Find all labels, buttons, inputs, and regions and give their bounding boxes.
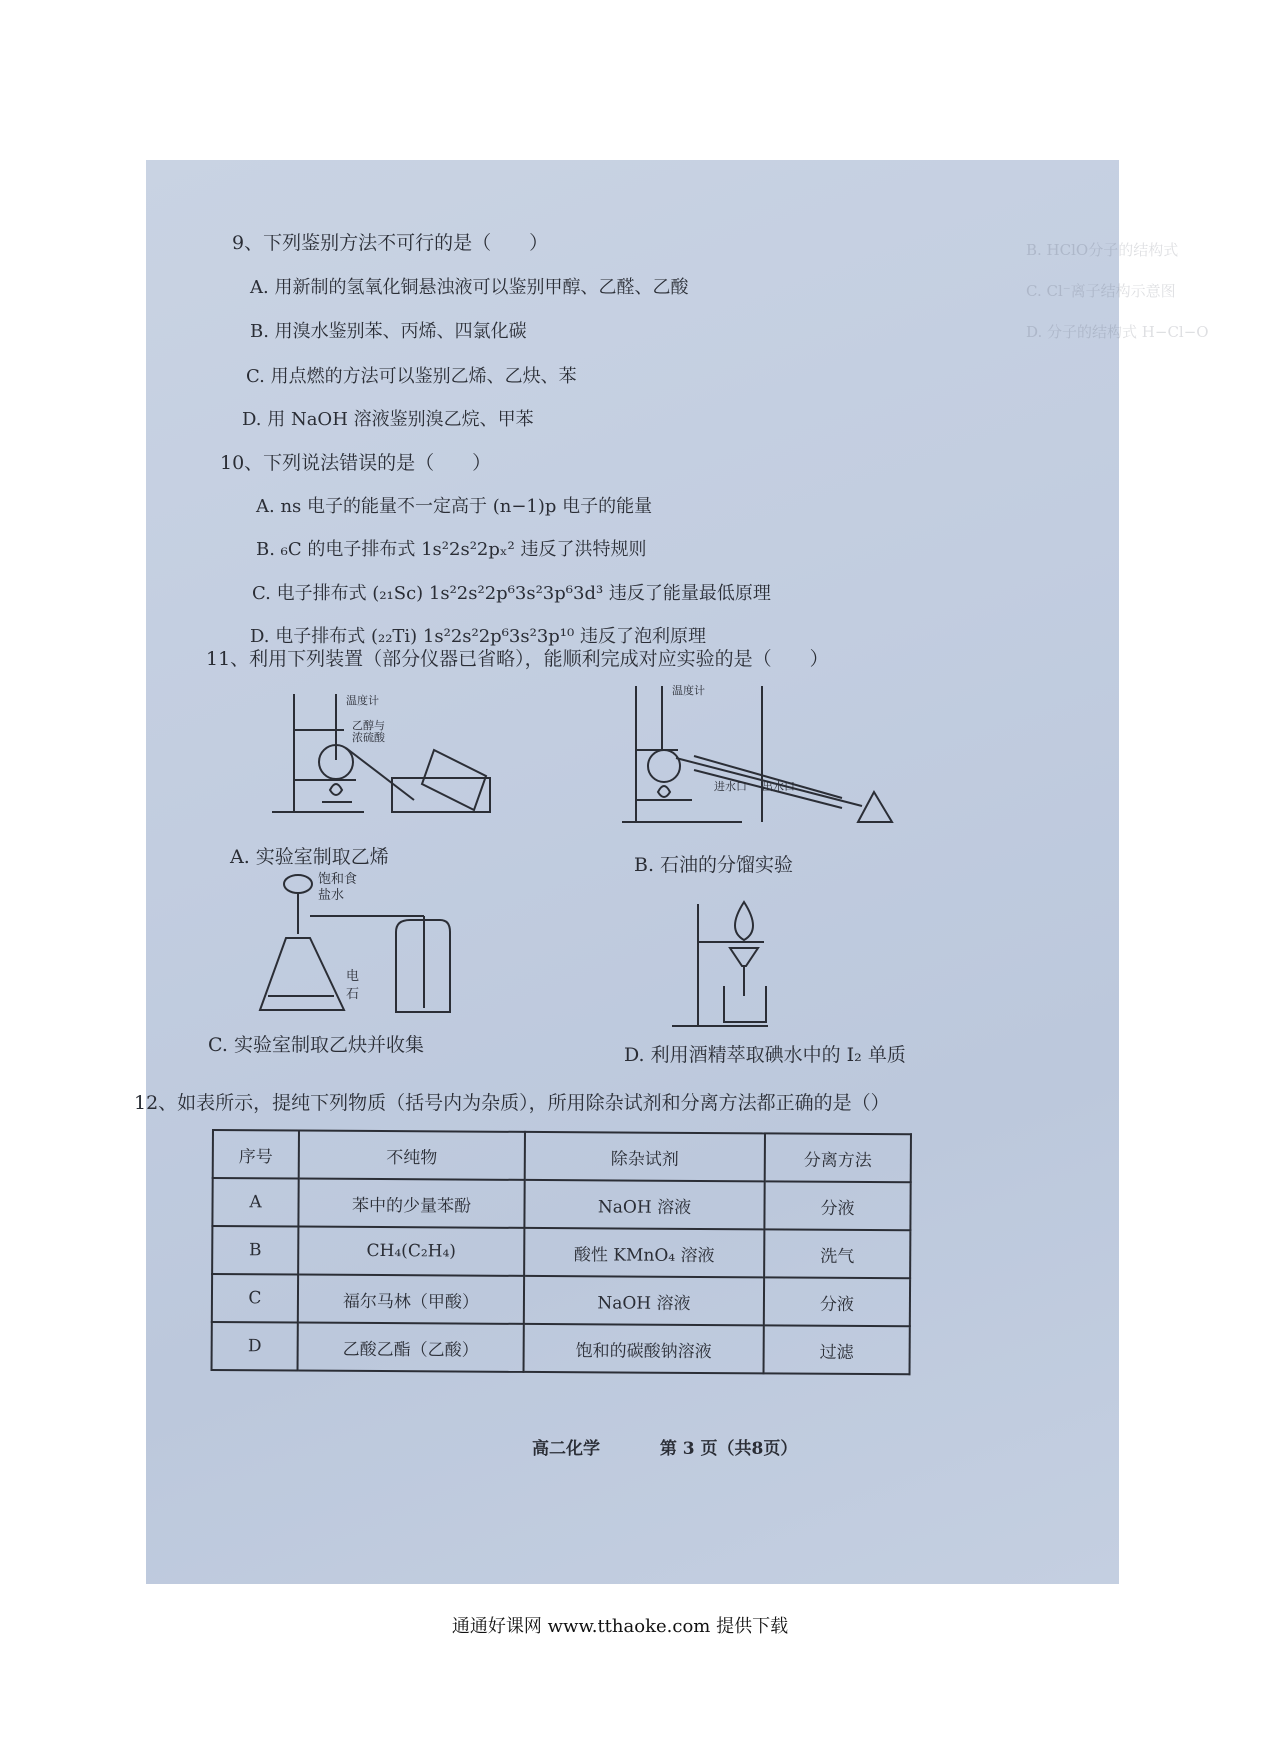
figure-b-label-water-in: 进水口 xyxy=(714,780,747,793)
figure-c-caption: C. 实验室制取乙炔并收集 xyxy=(208,1034,424,1056)
figure-b-label-water-out: 出水口 xyxy=(762,780,795,793)
table-cell: C xyxy=(212,1274,298,1323)
table-cell: A xyxy=(212,1178,298,1227)
figure-a-ethylene-apparatus xyxy=(264,690,524,820)
table-row xyxy=(212,1226,910,1278)
table-cell: NaOH 溶液 xyxy=(524,1276,764,1325)
table-cell: 苯中的少量苯酚 xyxy=(298,1179,524,1228)
q10-option-c: C. 电子排布式 (₂₁Sc) 1s²2s²2p⁶3s²3p⁶3d³ 违反了能量最低原理 xyxy=(252,583,771,604)
figure-a-label-reagents: 乙醇与浓硫酸 xyxy=(352,719,385,744)
table-cell: NaOH 溶液 xyxy=(524,1180,764,1229)
q11-stem: 11、利用下列装置（部分仪器已省略），能顺利完成对应实验的是（ ） xyxy=(206,648,829,670)
q9-stem: 9、下列鉴别方法不可行的是（ ） xyxy=(232,232,549,254)
figure-a-label-thermometer: 温度计 xyxy=(346,694,379,707)
table-row xyxy=(212,1322,910,1374)
table-row xyxy=(212,1274,910,1326)
table-header-cell: 除杂试剂 xyxy=(525,1132,765,1181)
figure-d-separatory-funnel-apparatus xyxy=(668,900,818,1032)
footer-subject: 高二化学 xyxy=(532,1439,600,1459)
table-cell: 饱和的碳酸钠溶液 xyxy=(524,1324,764,1373)
table-cell: CH₄(C₂H₄) xyxy=(298,1227,524,1276)
table-header-row xyxy=(213,1130,911,1182)
q9-option-c: C. 用点燃的方法可以鉴别乙烯、乙炔、苯 xyxy=(246,366,577,387)
table-cell: 过滤 xyxy=(764,1325,910,1374)
q9-option-a: A. 用新制的氢氧化铜悬浊液可以鉴别甲醇、乙醛、乙酸 xyxy=(250,277,689,298)
page-footer xyxy=(532,1434,797,1459)
table-cell: 酸性 KMnO₄ 溶液 xyxy=(524,1228,764,1277)
q12-stem: 12、如表所示，提纯下列物质（括号内为杂质），所用除杂试剂和分离方法都正确的是（） xyxy=(134,1092,890,1114)
figure-d-caption: D. 利用酒精萃取碘水中的 I₂ 单质 xyxy=(624,1044,906,1066)
footer-page-number: 第 3 页（共8页） xyxy=(659,1439,798,1459)
q10-stem: 10、下列说法错误的是（ ） xyxy=(220,452,492,474)
table-cell: 分液 xyxy=(764,1277,910,1326)
q10-option-a: A. ns 电子的能量不一定高于 (n−1)p 电子的能量 xyxy=(256,496,653,517)
table-cell: 分液 xyxy=(764,1181,910,1230)
photographed-exam-page xyxy=(134,160,1209,1584)
figure-c-acetylene-apparatus xyxy=(254,872,464,1022)
figure-b-distillation-apparatus xyxy=(622,680,922,830)
table-cell: D xyxy=(212,1322,298,1371)
table-row xyxy=(212,1178,910,1230)
table-cell: B xyxy=(212,1226,298,1275)
figure-b-caption: B. 石油的分馏实验 xyxy=(634,854,794,876)
figure-c-label-brine: 饱和食盐水 xyxy=(318,872,358,903)
bleed-through-text: B. HClO分子的结构式 C. Cl⁻离子结构示意图 D. 分子的结构式 H−Cl−O xyxy=(1026,241,1209,341)
q10-option-b: B. ₆C 的电子排布式 1s²2s²2pₓ² 违反了洪特规则 xyxy=(256,539,647,560)
q9-option-d: D. 用 NaOH 溶液鉴别溴乙烷、甲苯 xyxy=(242,409,534,430)
table-header-cell: 序号 xyxy=(213,1130,299,1179)
table-cell: 乙酸乙酯（乙酸） xyxy=(298,1323,524,1372)
table-header-cell: 不纯物 xyxy=(299,1131,525,1180)
figure-c-label-carbide: 电石 xyxy=(346,969,360,1002)
table-header-cell: 分离方法 xyxy=(765,1133,911,1182)
figure-a-caption: A. 实验室制取乙烯 xyxy=(230,846,389,868)
table-cell: 福尔马林（甲酸） xyxy=(298,1275,524,1324)
download-credit: 通通好课网 www.tthaoke.com 提供下载 xyxy=(451,1616,789,1637)
q10-option-d: D. 电子排布式 (₂₂Ti) 1s²2s²2p⁶3s²3p¹⁰ 违反了泡利原理 xyxy=(250,626,706,647)
q9-option-b: B. 用溴水鉴别苯、丙烯、四氯化碳 xyxy=(250,321,527,342)
figure-b-label-thermometer: 温度计 xyxy=(672,684,705,697)
table-cell: 洗气 xyxy=(764,1229,910,1278)
purification-table xyxy=(211,1129,912,1375)
